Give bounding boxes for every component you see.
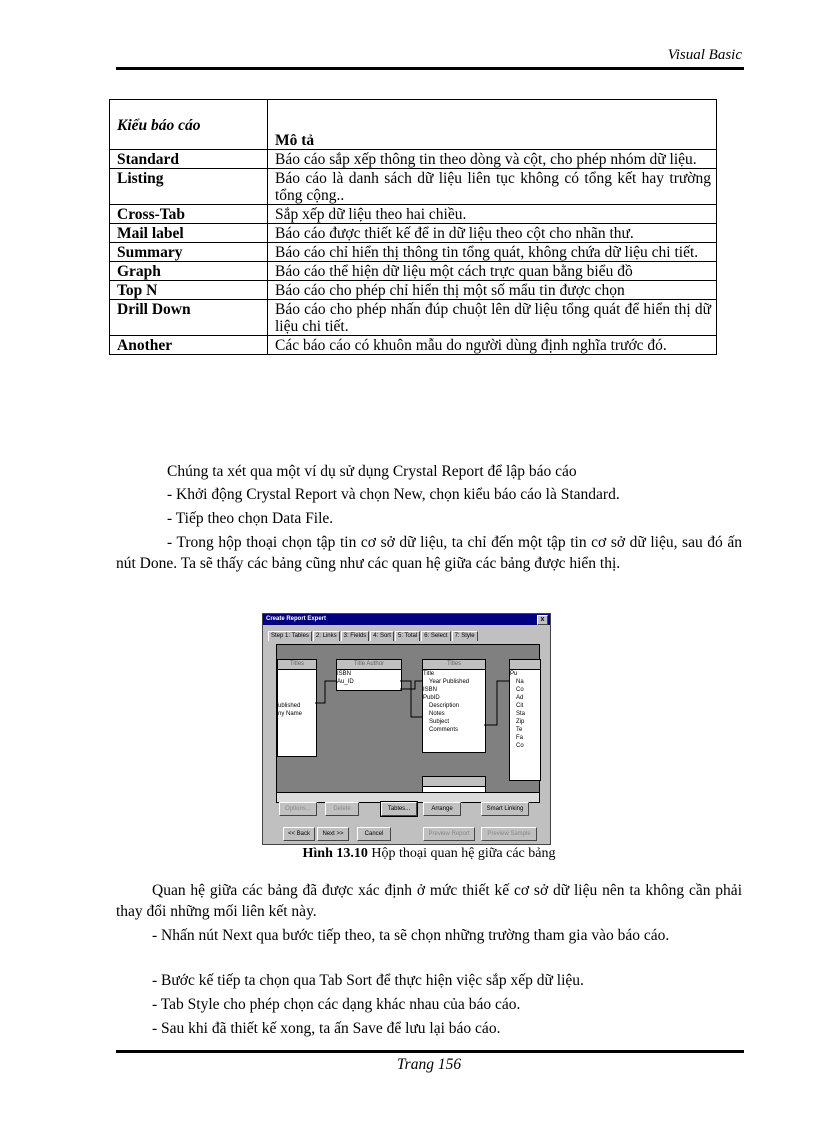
table-header-desc: Mô tả xyxy=(268,100,717,150)
table-row xyxy=(110,300,717,336)
report-type: Another xyxy=(110,336,268,355)
table-box-title: Titles xyxy=(423,660,485,670)
caption-label: Hình 13.10 xyxy=(302,846,368,861)
table-box-title: Titles xyxy=(278,660,316,670)
paragraph: Chúng ta xét qua một ví dụ sử dụng Crystal Report để lập báo cáo xyxy=(167,463,577,480)
tab-links[interactable]: 2: Links xyxy=(313,631,340,641)
preview-report-button[interactable]: Preview Report xyxy=(423,827,475,841)
field: Subject xyxy=(429,719,450,725)
paragraph: - Tab Style cho phép chọn các dạng khác nhau của báo cáo. xyxy=(152,996,521,1013)
cancel-button[interactable]: Cancel xyxy=(357,827,391,841)
field xyxy=(278,686,316,694)
table-row xyxy=(110,281,717,300)
report-desc: Báo cáo chỉ hiển thị thông tin tổng quát, không chứa dữ liệu chi tiết. xyxy=(268,243,717,262)
table-row xyxy=(110,150,717,169)
field: ublished xyxy=(278,703,301,709)
delete-button[interactable]: Delete xyxy=(325,802,359,816)
report-type: Summary xyxy=(110,243,268,262)
back-button[interactable]: << Back xyxy=(283,827,315,841)
table-row xyxy=(110,205,717,224)
report-desc: Sắp xếp dữ liệu theo hai chiều. xyxy=(268,205,717,224)
field xyxy=(278,678,316,686)
field: Sta xyxy=(516,711,526,717)
table-row xyxy=(110,336,717,355)
report-desc: Báo cáo là danh sách dữ liệu liên tục không có tổng kết hay trường tổng cộng.. xyxy=(268,169,717,205)
report-type: Cross-Tab xyxy=(110,205,268,224)
field: Year Published xyxy=(429,679,470,685)
caption-text: Hộp thoại quan hệ giữa các bảng xyxy=(367,846,556,861)
table-row xyxy=(110,243,717,262)
field: Au_ID xyxy=(337,679,354,685)
field: Pu xyxy=(510,671,518,677)
table-box-publishers[interactable] xyxy=(509,659,541,781)
paragraph: - Khởi động Crystal Report và chọn New, chọn kiểu báo cáo là Standard. xyxy=(167,486,620,503)
report-desc: Báo cáo cho phép nhấn đúp chuột lên dữ liệu tổng quát để hiển thị dữ liệu chi tiết. xyxy=(268,300,717,336)
report-desc: Các báo cáo có khuôn mẫu do người dùng định nghĩa trước đó. xyxy=(268,336,717,355)
table-box-title-author[interactable] xyxy=(336,659,402,691)
close-icon[interactable]: x xyxy=(537,615,548,625)
report-desc: Báo cáo cho phép chỉ hiển thị một số mẩu tin được chọn xyxy=(268,281,717,300)
dialog-title: Create Report Expert xyxy=(266,616,327,622)
field: ny Name xyxy=(278,711,303,717)
paragraph: - Bước kế tiếp ta chọn qua Tab Sort để thực hiện việc sắp xếp dữ liệu. xyxy=(152,972,584,989)
report-type: Listing xyxy=(110,169,268,205)
field: Cit xyxy=(516,703,524,709)
report-desc: Báo cáo sắp xếp thông tin theo dòng và cột, cho phép nhóm dữ liệu. xyxy=(268,150,717,169)
page-number: Trang 156 xyxy=(396,1056,462,1073)
table-row xyxy=(110,224,717,243)
table-box-titles[interactable] xyxy=(422,659,486,753)
paragraph: - Trong hộp thoại chọn tập tin cơ sở dữ liệu, ta chỉ đến một tập tin cơ sở dữ liệu, sau đó ấn nút Done. Ta sẽ thấy các bảng cũng như các quan hệ giữa các bảng được hiển thị. xyxy=(116,534,742,572)
table-header-row xyxy=(110,100,717,150)
preview-sample-button[interactable]: Preview Sample xyxy=(481,827,537,841)
links-canvas xyxy=(276,644,540,794)
table-box-title xyxy=(510,660,540,670)
tables-button[interactable]: Tables... xyxy=(381,802,417,816)
create-report-expert-dialog xyxy=(262,613,551,845)
next-button[interactable]: Next >> xyxy=(317,827,349,841)
tab-total[interactable]: 5: Total xyxy=(395,631,420,641)
tab-style[interactable]: 7: Style xyxy=(452,631,478,641)
report-type: Graph xyxy=(110,262,268,281)
report-desc: Báo cáo được thiết kế để in dữ liệu theo cột cho nhãn thư. xyxy=(268,224,717,243)
report-type: Standard xyxy=(110,150,268,169)
report-types-table xyxy=(109,99,717,355)
running-header: Visual Basic xyxy=(667,47,742,63)
field: PubID xyxy=(423,695,440,701)
field xyxy=(278,670,316,678)
paragraph: - Tiếp theo chọn Data File. xyxy=(167,510,334,527)
field: Te xyxy=(516,727,523,733)
table-box-titles-left[interactable] xyxy=(277,659,317,757)
report-type: Top N xyxy=(110,281,268,300)
field: Zip xyxy=(516,719,525,725)
field: ISBN xyxy=(423,687,438,693)
smart-linking-button[interactable]: Smart Linking xyxy=(481,802,529,816)
field: Ad xyxy=(516,695,524,701)
dialog-title-bar xyxy=(263,614,550,625)
field: Comments xyxy=(429,727,459,733)
figure-caption xyxy=(116,846,742,862)
field: ISBN xyxy=(337,671,352,677)
footer-rule xyxy=(116,1050,744,1053)
dialog-tabs xyxy=(268,631,479,641)
table-row xyxy=(110,262,717,281)
report-desc: Báo cáo thể hiện dữ liệu một cách trực quan bằng biểu đồ xyxy=(268,262,717,281)
report-type: Mail label xyxy=(110,224,268,243)
arrange-button[interactable]: Arrange xyxy=(423,802,461,816)
tab-select[interactable]: 6: Select xyxy=(421,631,450,641)
paragraph: - Nhấn nút Next qua bước tiếp theo, ta sẽ chọn những trường tham gia vào báo cáo. xyxy=(152,927,670,944)
field: Na xyxy=(516,679,524,685)
table-header-type: Kiểu báo cáo xyxy=(110,100,268,150)
paragraph: Quan hệ giữa các bảng đã được xác định ở mức thiết kế cơ sở dữ liệu nên ta không cần phải thay đổi những mối liên kết này. xyxy=(116,882,742,920)
field xyxy=(278,694,316,702)
field: Title xyxy=(423,671,435,677)
tab-sort[interactable]: 4: Sort xyxy=(370,631,394,641)
options-button[interactable]: Options... xyxy=(279,802,317,816)
tab-tables[interactable]: Step 1: Tables xyxy=(268,631,312,641)
field: Co xyxy=(516,743,524,749)
field: Description xyxy=(429,703,460,709)
tab-fields[interactable]: 3: Fields xyxy=(341,631,370,641)
report-type: Drill Down xyxy=(110,300,268,336)
table-row xyxy=(110,169,717,205)
field: Notes xyxy=(429,711,445,717)
field: Co xyxy=(516,687,524,693)
table-box-title: Title Author xyxy=(337,660,401,670)
header-rule xyxy=(116,67,744,70)
table-box-title xyxy=(423,777,485,787)
field: Fa xyxy=(516,735,524,741)
paragraph: - Sau khi đã thiết kế xong, ta ấn Save để lưu lại báo cáo. xyxy=(152,1020,501,1037)
